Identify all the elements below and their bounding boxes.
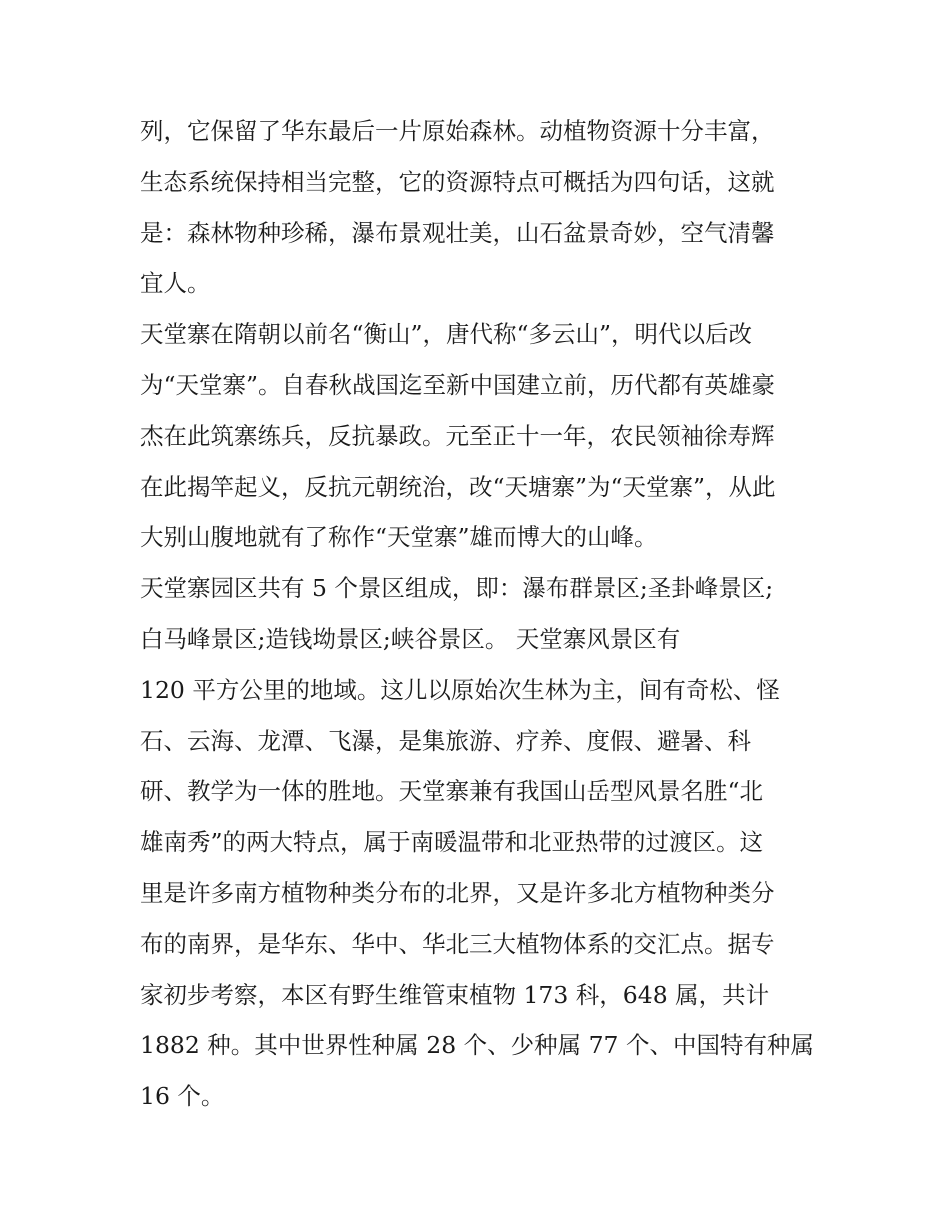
text-line: 白马峰景区;造钱坳景区;峡谷景区。 天堂寨风景区有: [140, 624, 681, 653]
text-line: 天堂寨园区共有 5 个景区组成，即：瀑布群景区;圣卦峰景区;: [140, 574, 774, 603]
text-line: 在此揭竿起义，反抗元朝统治，改“天塘寨”为“天堂寨”，从此: [140, 472, 776, 501]
text-line: 是：森林物种珍稀，瀑布景观壮美，山石盆景奇妙，空气清馨: [140, 218, 775, 247]
text-line: 布的南界，是华东、华中、华北三大植物体系的交汇点。据专: [140, 929, 775, 958]
text-line: 石、云海、龙潭、飞瀑，是集旅游、疗养、度假、避暑、科: [140, 726, 751, 755]
text-line: 天堂寨在隋朝以前名“衡山”，唐代称“多云山”，明代以后改: [140, 320, 753, 349]
text-line: 家初步考察，本区有野生维管束植物 173 科，648 属，共计: [140, 980, 770, 1009]
text-line: 里是许多南方植物种类分布的北界，又是许多北方植物种类分: [140, 878, 775, 907]
text-line: 1882 种。其中世界性种属 28 个、少种属 77 个、中国特有种属: [140, 1031, 814, 1060]
text-line: 120 平方公里的地域。这儿以原始次生林为主，间有奇松、怪: [140, 675, 780, 704]
text-line: 宜人。: [140, 269, 211, 298]
text-line: 大别山腹地就有了称作“天堂寨”雄而博大的山峰。: [140, 523, 658, 552]
text-line: 16 个。: [140, 1082, 225, 1111]
body-text: [140, 106, 830, 1122]
text-line: 研、教学为一体的胜地。天堂寨兼有我国山岳型风景名胜“北: [140, 777, 764, 806]
text-line: 列，它保留了华东最后一片原始森林。动植物资源十分丰富，: [140, 117, 775, 145]
text-line: 雄南秀”的两大特点，属于南暖温带和北亚热带的过渡区。这: [140, 828, 764, 857]
text-line: 生态系统保持相当完整，它的资源特点可概括为四句话，这就: [140, 167, 775, 196]
text-line: 为“天堂寨”。自春秋战国迄至新中国建立前，历代都有英雄豪: [140, 370, 776, 399]
text-line: 杰在此筑寨练兵，反抗暴政。元至正十一年，农民领袖徐寿辉: [140, 421, 775, 450]
